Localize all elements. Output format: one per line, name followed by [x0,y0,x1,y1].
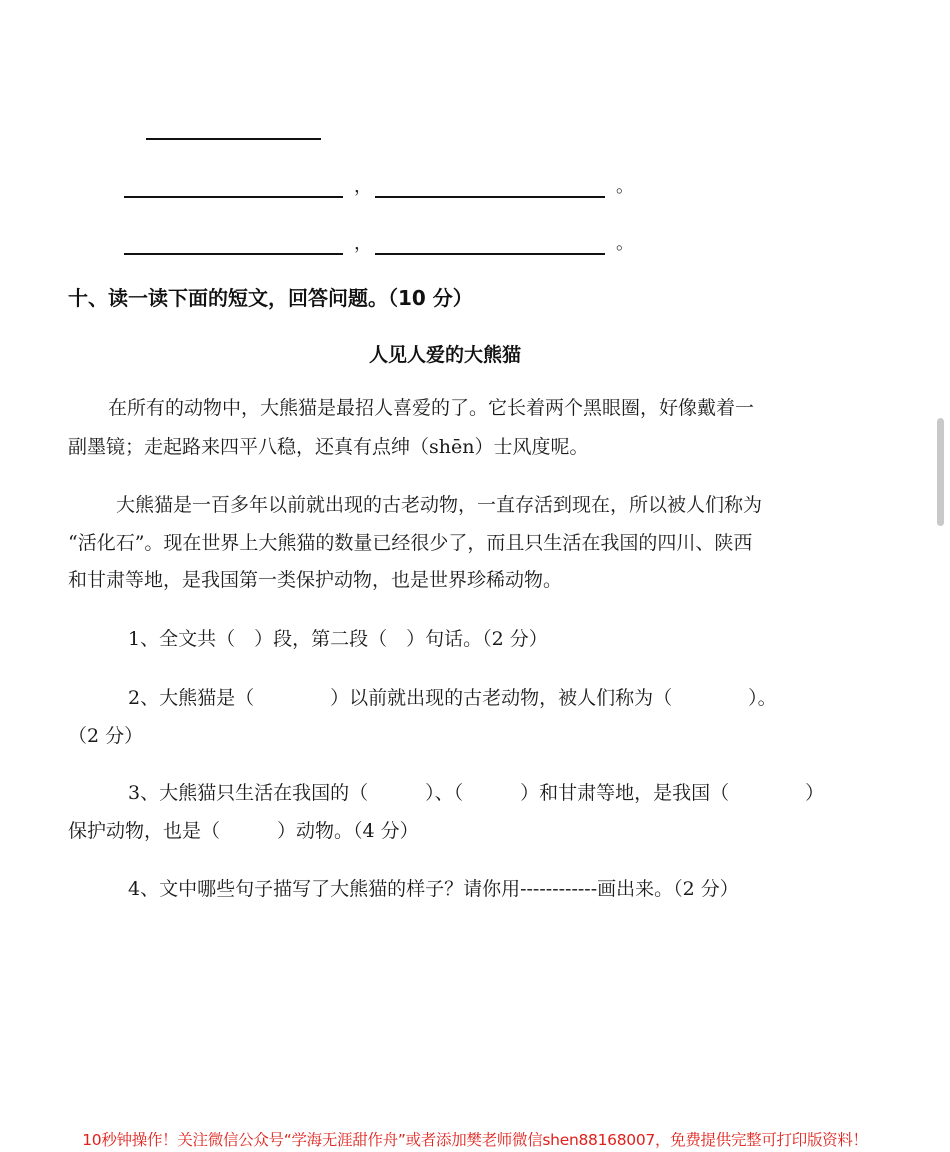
blank-period: 。 [616,176,634,197]
question-1: 1、全文共（ ）段，第二段（ ）句话。（2 分） [128,628,548,650]
paragraph-line: “活化石”。现在世界上大熊猫的数量已经很少了，而且只生活在我国的四川、陕西 [68,532,753,554]
paragraph-line: 和甘肃等地，是我国第一类保护动物，也是世界珍稀动物。 [68,569,563,591]
scrollbar-thumb[interactable] [937,418,944,526]
answer-blank-line [124,196,343,198]
paragraph-line: 大熊猫是一百多年以前就出现的古老动物，一直存活到现在，所以被人们称为 [116,494,763,516]
paragraph-line: 在所有的动物中，大熊猫是最招人喜爱的了。它长着两个黑眼圈，好像戴着一 [108,397,755,419]
answer-blank-line [124,253,343,255]
story-title: 人见人爱的大熊猫 [369,344,522,366]
section-title: 十、读一读下面的短文，回答问题。（10 分） [68,286,473,310]
question-3: 3、大熊猫只生活在我国的（ ）、（ ）和甘肃等地，是我国（ ） [128,782,825,804]
promo-footer: 10秒钟操作！关注微信公众号“学海无涯甜作舟”或者添加樊老师微信shen88168007，免费提供完整可打印版资料！ [82,1131,868,1149]
blank-period: 。 [616,233,634,254]
question-2-continued: （2 分） [68,725,144,747]
question-2: 2、大熊猫是（ ）以前就出现的古老动物，被人们称为（ ）。 [128,687,777,709]
blank-comma: ， [354,233,372,254]
question-4: 4、文中哪些句子描写了大熊猫的样子？请你用------------画出来。（2 分） [128,878,739,900]
answer-blank-line [146,138,321,140]
paragraph-line: 副墨镜；走起路来四平八稳，还真有点绅（shēn）士风度呢。 [68,436,589,458]
answer-blank-line [375,253,605,255]
answer-blank-line [375,196,605,198]
question-3-continued: 保护动物，也是（ ）动物。（4 分） [68,820,419,842]
blank-comma: ， [354,176,372,197]
